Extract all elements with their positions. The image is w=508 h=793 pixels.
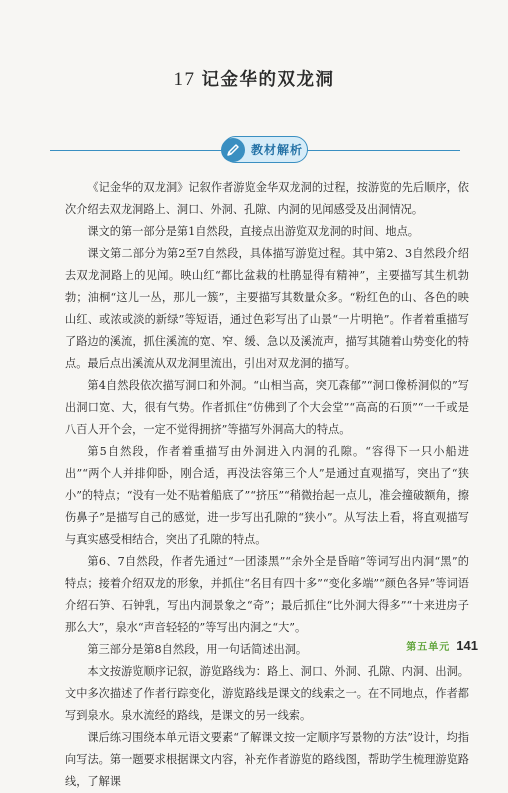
paragraph: 课文第二部分为第2至7自然段，具体描写游览过程。其中第2、3自然段介绍去双龙洞路上的见闻。映山红“都比盆栽的杜鹃显得有精神”，主要描写其生机勃勃；油桐“这儿一丛，那儿一簇”，主要描写其数量众多。“粉红色的山、各色的映山红、或浓或淡的新绿”等短语，通过色彩写出了山景“一片明艳”。作者着重描写了路边的溪流，抓住溪流的宽、窄、缓、急以及溪流声，描写其随着山势变化的特点。最后点出溪流从双龙洞里流出，引出对双龙洞的描写。	[65, 247, 469, 370]
paragraph: 第4自然段依次描写洞口和外洞。“山相当高，突兀森郁”“洞口像桥洞似的”写出洞口宽、大，很有气势。作者抓住“仿佛到了个大会堂”“高高的石顶”“一千或是八百人开个会，一定不觉得拥挤”等描写外洞高大的特点。	[65, 379, 469, 436]
lesson-title-text: 记金华的双龙洞	[201, 70, 335, 90]
analysis-text	[65, 177, 469, 793]
page-footer	[406, 638, 478, 653]
paragraph: 第三部分是第8自然段，用一句话简述出洞。	[87, 643, 308, 656]
lesson-number: 17	[173, 69, 196, 90]
section-badge	[222, 136, 308, 163]
paragraph: 本文按游览顺序记叙，游览路线为：路上、洞口、外洞、孔隙、内洞、出洞。文中多次描述了作者行踪变化，游览路线是课文的线索之一。在不同地点，作者都写到泉水。泉水流经的路线，是课文的另一线索。	[65, 665, 469, 722]
unit-label: 第五单元	[406, 642, 451, 653]
paragraph: 课后练习围绕本单元语文要素“了解课文按一定顺序写景物的方法”设计，均指向写法。第一题要求根据课文内容，补充作者游览的路线图，帮助学生梳理游览路线，了解课	[65, 731, 469, 788]
paragraph: 第6、7自然段，作者先通过“一团漆黑”“余外全是昏暗”等词写出内洞“黑”的特点；接着介绍双龙的形象，并抓住“名目有四十多”“变化多端”“颜色各异”等词语介绍石笋、石钟乳，写出内洞景象之“奇”；最后抓住“比外洞大得多”“十来进房子那么大”，泉水“声音轻轻的”等写出内洞之“大”。	[65, 555, 469, 634]
paragraph: 第5自然段，作者着重描写由外洞进入内洞的孔隙。“容得下一只小船进出”“两个人并排仰卧，刚合适，再没法容第三个人”是通过直观描写，突出了“狭小”的特点；“没有一处不贴着船底了”“挤压”“稍微抬起一点儿，准会撞破额角，擦伤鼻子”是描写自己的感觉，进一步写出孔隙的“狭小”。从写法上看，将直观描写与真实感受相结合，突出了孔隙的特点。	[65, 445, 469, 546]
lesson-title	[0, 66, 508, 91]
paragraph: 《记金华的双龙洞》记叙作者游览金华双龙洞的过程，按游览的先后顺序，依次介绍去双龙洞路上、洞口、外洞、孔隙、内洞的见闻感受及出洞情况。	[65, 181, 469, 216]
paragraph: 课文的第一部分是第1自然段，直接点出游览双龙洞的时间、地点。	[87, 225, 419, 238]
section-label: 教材解析	[251, 143, 304, 157]
page-number: 141	[456, 638, 478, 653]
pencil-icon	[221, 138, 245, 162]
